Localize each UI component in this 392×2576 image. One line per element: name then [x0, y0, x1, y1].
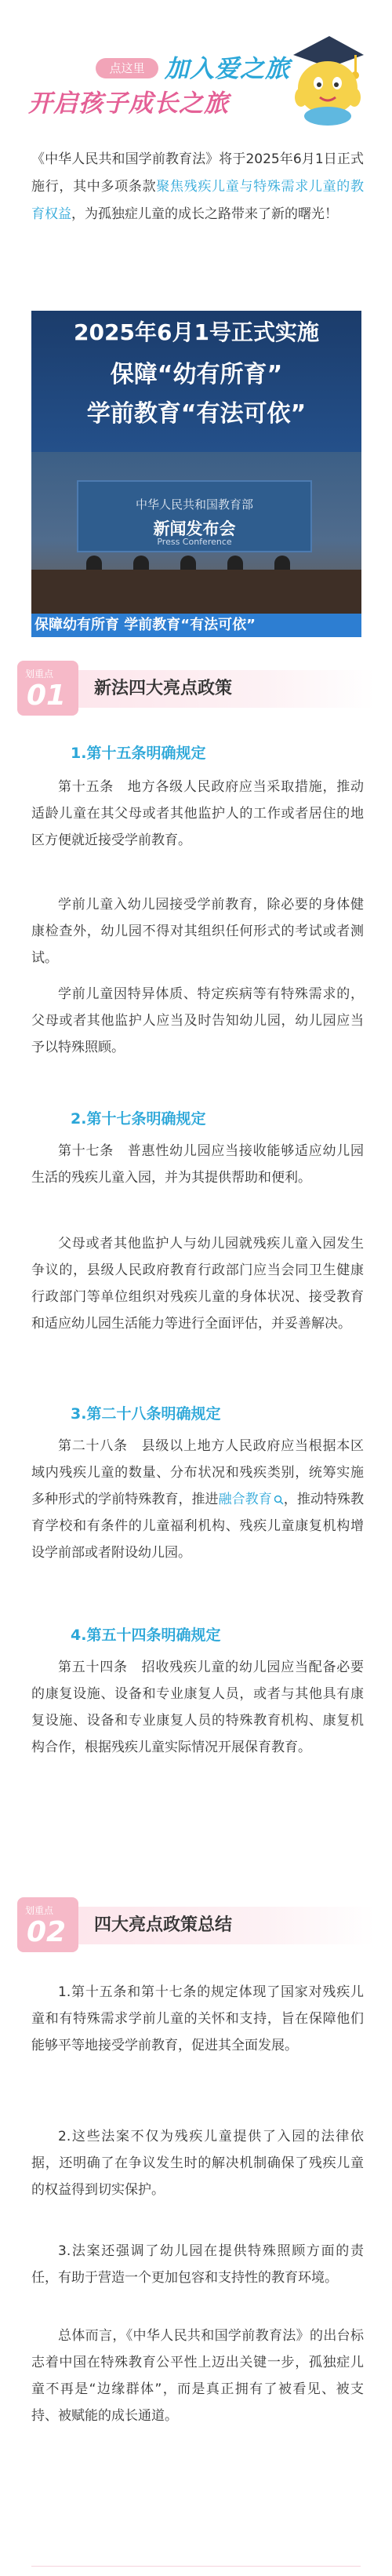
header-title-line1: 加入爱之旅	[165, 55, 290, 83]
mascot-icon	[282, 31, 375, 127]
summary-para4: 总体而言，《中华人民共和国学前教育法》的出台标志着中国在特殊教育公平性上迈出关键一步，孤独症儿童不再是“边缘群体”，而是真正拥有了被看见、被支持、被赋能的成长通道。	[31, 2328, 364, 2424]
article-17-heading: 2.第十七条明确规定	[71, 1110, 206, 1128]
article-17-para1: 第十七条 普惠性幼儿园应当接收能够适应幼儿园生活的残疾儿童入园，并为其提供帮助和便利。	[31, 1143, 364, 1186]
backdrop-subtitle: Press Conference	[157, 537, 232, 547]
video-title-area	[31, 311, 361, 452]
news-video[interactable]	[31, 311, 361, 637]
article-28-para	[31, 1433, 364, 1566]
header-title-line2: 开启孩子成长之旅	[28, 89, 229, 118]
intro-text-part1: 《中华人民共和国学前教育法》将于2025年6月1日正式施行，其中多项条款	[31, 151, 364, 195]
article-54-heading: 4.第五十四条明确规定	[71, 1627, 221, 1644]
summary-para3: 3.法案还强调了幼儿园在提供特殊照顾方面的责任，有助于营造一个更加包容和支持性的教育环境。	[31, 2243, 364, 2286]
badge-number: 02	[27, 1916, 67, 1948]
section-title: 新法四大亮点政策	[94, 679, 233, 698]
video-title: 2025年6月1号正式实施	[74, 319, 319, 345]
intro-paragraph	[31, 146, 364, 228]
intro-text-part2: ，为孤独症儿童的成长之路带来了新的曙光！	[71, 206, 338, 222]
click-here-tag[interactable]: 点这里	[96, 58, 158, 78]
video-headline-2: 学前教育“有法可依”	[86, 400, 307, 428]
article-15-para3: 学前儿童因特异体质、特定疾病等有特殊需求的，父母或者其他监护人应当及时告知幼儿园，幼儿园应当予以特殊照顾。	[31, 986, 364, 1055]
intro-highlight: 聚焦残疾儿童与特殊需求儿童的教育权益	[31, 179, 365, 222]
article-54-para: 第五十四条 招收残疾儿童的幼儿园应当配备必要的康复设施、设备和专业康复人员，或者与其他具有康复设施、设备和专业康复人员的特殊教育机构、康复机构合作，根据残疾儿童实际情况开展保育教育。	[31, 1660, 364, 1755]
press-desk	[31, 570, 361, 614]
section-badge	[17, 1897, 78, 1952]
video-caption: 保障幼有所育 学前教育“有法可依”	[31, 614, 361, 637]
section-header-01	[17, 661, 375, 716]
summary-para1: 1.第十五条和第十七条的规定体现了国家对残疾儿童和有特殊需求学前儿童的关怀和支持，旨在保障他们能够平等地接受学前教育，促进其全面发展。	[31, 1984, 364, 2053]
header-banner	[0, 0, 392, 137]
inclusive-education-link[interactable]: 融合教育	[218, 1492, 272, 1507]
press-backdrop	[77, 480, 312, 552]
article-15-para2: 学前儿童入幼儿园接受学前教育，除必要的身体健康检查外，幼儿园不得对其组织任何形式的考试或者测试。	[31, 897, 364, 966]
article-15-para1: 第十五条 地方各级人民政府应当采取措施，推动适龄儿童在其父母或者其他监护人的工作或者居住的地区方便就近接受学前教育。	[31, 779, 364, 848]
article-28-heading: 3.第二十八条明确规定	[71, 1405, 221, 1423]
press-conference-stage	[31, 452, 361, 614]
backdrop-ministry: 中华人民共和国教育部	[135, 497, 253, 512]
badge-label: 划重点	[25, 669, 54, 680]
section-title: 四大亮点政策总结	[94, 1915, 233, 1935]
video-headline-1: 保障“幼有所育”	[110, 361, 283, 388]
article-28-text-b: ，推动特殊教育学校和有条件的儿童福利机构、残疾儿童康复机构增设学前部或者附设幼儿园。	[31, 1492, 365, 1561]
section-badge	[17, 661, 78, 716]
article-15-heading: 1.第十五条明确规定	[71, 745, 206, 762]
section-header-02	[17, 1897, 375, 1952]
backdrop-title: 新闻发布会	[153, 519, 236, 538]
badge-label: 划重点	[25, 1905, 54, 1916]
badge-number: 01	[27, 680, 67, 712]
search-icon[interactable]	[274, 1495, 284, 1505]
summary-para2: 2.这些法案不仅为残疾儿童提供了入园的法律依据，还明确了在争议发生时的解决机制确保了残疾儿童的权益得到切实保护。	[31, 2129, 364, 2198]
article-17-para2: 父母或者其他监护人与幼儿园就残疾儿童入园发生争议的，县级人民政府教育行政部门应当会同卫生健康行政部门等单位组织对残疾儿童的身体状况、接受教育和适应幼儿园生活能力等进行全面评估，并妥善解决。	[31, 1236, 364, 1332]
article-28-text-a: 第二十八条 县级以上地方人民政府应当根据本区域内残疾儿童的数量、分布状况和残疾类别，统筹实施多种形式的学前特殊教育，推进	[31, 1438, 364, 1507]
bottom-divider	[31, 2566, 361, 2567]
